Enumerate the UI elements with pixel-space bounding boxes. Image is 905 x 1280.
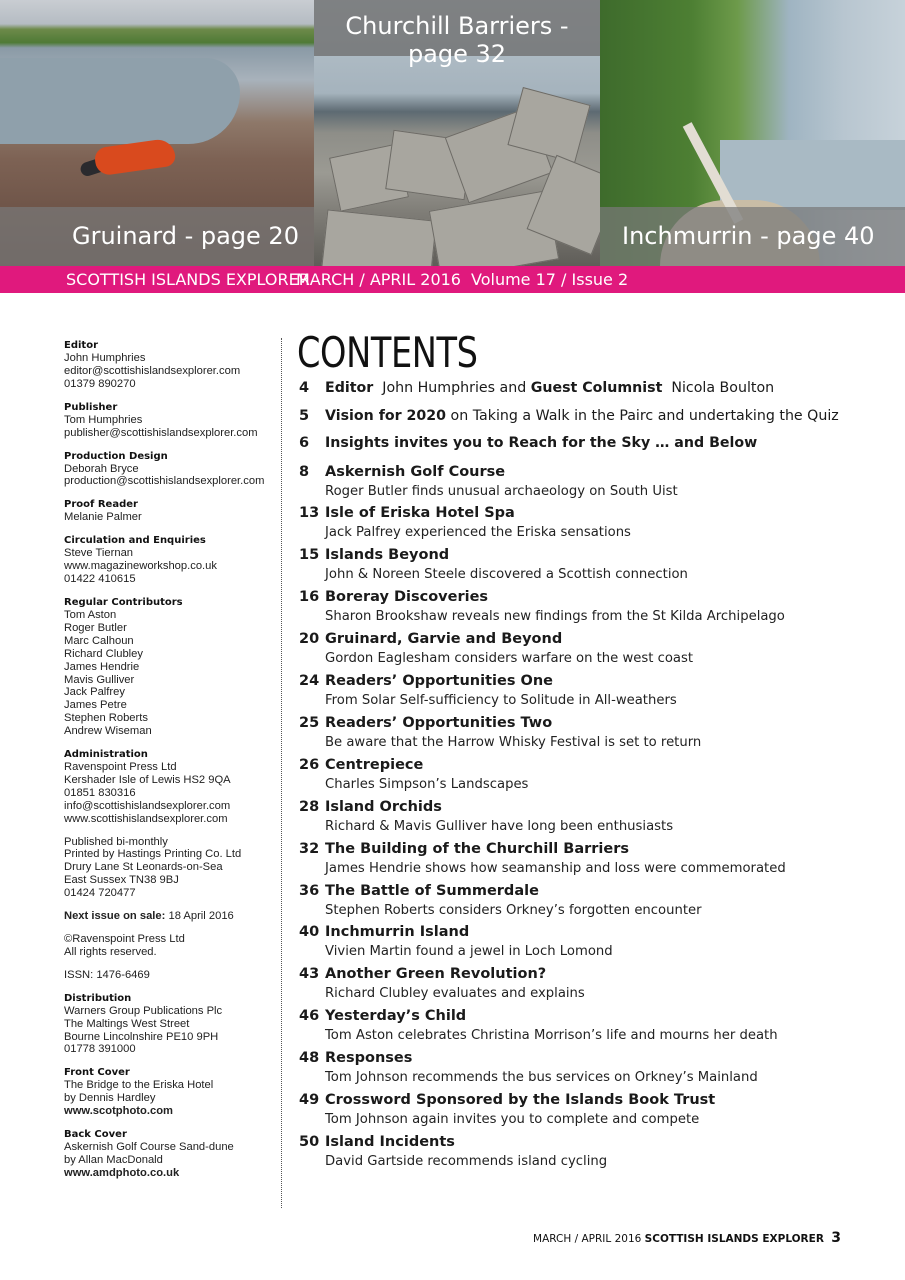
page-footer <box>533 1230 841 1246</box>
caption-gruinard-text: Gruinard - page 20 <box>72 222 299 250</box>
entry-description: Sharon Brookshaw reveals new findings from the St Kilda Archipelago <box>325 609 785 625</box>
masthead-published <box>64 836 274 901</box>
entry-title-part: Guest Columnist <box>530 380 663 396</box>
masthead-front-cover <box>64 1066 274 1118</box>
page-ref: 4 <box>299 380 310 396</box>
masthead-line: Drury Lane St Leonards-on-Sea <box>64 861 223 874</box>
masthead-line: Andrew Wiseman <box>64 725 152 738</box>
entry-text-part: Nicola Boulton <box>662 380 775 396</box>
page-ref: 49 <box>299 1092 320 1108</box>
masthead-line: Deborah Bryce <box>64 462 139 475</box>
masthead-heading: Proof Reader <box>64 499 138 511</box>
masthead-line: Ravenspoint Press Ltd <box>64 761 177 774</box>
entry-description: Tom Johnson again invites you to complete and compete <box>325 1112 700 1127</box>
page-ref: 32 <box>299 840 320 857</box>
masthead-line: John Humphries <box>64 352 146 364</box>
masthead-line: James Petre <box>64 699 127 712</box>
photographer-website: www.amdphoto.co.uk <box>64 1166 180 1179</box>
entry-description: Charles Simpson’s Landscapes <box>325 776 529 792</box>
page-ref: 5 <box>299 407 310 424</box>
masthead-heading: Editor <box>64 340 98 351</box>
entry-title: Inchmurrin Island <box>325 924 470 941</box>
masthead-line: Kershader Isle of Lewis HS2 9QA <box>64 773 231 786</box>
page-ref: 25 <box>299 714 320 731</box>
entry-description: Gordon Eaglesham considers warfare on the west coast <box>325 651 694 667</box>
page-ref: 43 <box>299 966 320 983</box>
masthead-line: Printed by Hastings Printing Co. Ltd <box>64 848 242 861</box>
masthead-line: 01422 410615 <box>64 573 136 586</box>
entry-description: Tom Aston celebrates Christina Morrison’s life and mourns her death <box>325 1028 778 1044</box>
entry-description: Vivien Martin found a jewel in Loch Lomond <box>325 944 613 960</box>
masthead-heading: Back Cover <box>64 1129 127 1141</box>
masthead-line: Askernish Golf Course Sand-dune <box>64 1141 234 1154</box>
caption-inchmurrin-text: Inchmurrin - page 40 <box>622 222 875 250</box>
page-ref: 28 <box>299 798 320 815</box>
masthead-line: by Dennis Hardley <box>64 1092 156 1105</box>
entry-title: Yesterday’s Child <box>325 1008 467 1025</box>
masthead-copyright <box>64 933 274 959</box>
entry-description: David Gartside recommends island cycling <box>325 1153 608 1169</box>
masthead-line: The Maltings West Street <box>64 1017 190 1030</box>
masthead-production <box>64 450 274 489</box>
masthead-heading: Publisher <box>64 401 118 413</box>
entry-description: Richard & Mavis Gulliver have long been enthusiasts <box>325 818 674 834</box>
entry-title: The Building of the Churchill Barriers <box>325 840 630 857</box>
band-magazine: SCOTTISH ISLANDS EXPLORER <box>66 270 310 289</box>
entry-title: Island Orchids <box>325 798 442 815</box>
masthead-heading: Regular Contributors <box>64 596 183 608</box>
masthead-line: 01424 720477 <box>64 887 136 900</box>
entry-title: The Battle of Summerdale <box>325 882 539 899</box>
masthead-line: info@scottishislandsexplorer.com <box>64 799 231 812</box>
entry-title-part: Insights invites you to Reach for the Sky … and Below <box>325 435 758 451</box>
entry-description: Roger Butler finds unusual archaeology on South Uist <box>325 483 678 499</box>
next-issue-line <box>64 910 274 923</box>
masthead <box>64 339 274 1190</box>
masthead-line: 01851 830316 <box>64 786 136 799</box>
entry-title: Gruinard, Garvie and Beyond <box>325 631 563 648</box>
masthead-line: Tom Humphries <box>64 413 143 426</box>
contents-title: CONTENTS <box>297 328 478 377</box>
entry-title: Another Green Revolution? <box>325 966 547 983</box>
masthead-line: Stephen Roberts <box>64 712 148 725</box>
caption-inchmurrin <box>600 207 905 266</box>
issn-line: ISSN: 1476-6469 <box>64 968 150 981</box>
cover-photo-strip <box>0 0 905 266</box>
masthead-line: Marc Calhoun <box>64 634 134 647</box>
masthead-line: Melanie Palmer <box>64 511 142 524</box>
band-issue-date: MARCH / APRIL 2016 <box>296 270 461 289</box>
masthead-line: publisher@scottishislandsexplorer.com <box>64 426 258 439</box>
masthead-line: Bourne Lincolnshire PE10 9PH <box>64 1030 219 1043</box>
page-ref: 20 <box>299 631 320 648</box>
entry-title-part: Editor <box>325 380 374 396</box>
masthead-line: ©Ravenspoint Press Ltd <box>64 933 185 945</box>
entry-title-part: Vision for 2020 <box>325 407 447 424</box>
contents-entry-text <box>325 435 757 451</box>
entry-description: Stephen Roberts considers Orkney’s forgotten encounter <box>325 902 702 918</box>
entry-title: Responses <box>325 1050 413 1067</box>
masthead-circulation <box>64 534 274 586</box>
entry-title: Crossword Sponsored by the Islands Book Trust <box>325 1092 716 1108</box>
masthead-line: Mavis Gulliver <box>64 673 135 686</box>
entry-title: Boreray Discoveries <box>325 589 489 606</box>
masthead-line: Roger Butler <box>64 621 127 634</box>
masthead-publisher <box>64 401 274 440</box>
page-ref: 16 <box>299 589 320 606</box>
entry-title: Isle of Eriska Hotel Spa <box>325 505 515 522</box>
masthead-contributors <box>64 596 274 738</box>
page-ref: 15 <box>299 547 320 564</box>
page-ref: 36 <box>299 882 320 899</box>
page-ref: 6 <box>299 435 310 451</box>
entry-description: John & Noreen Steele discovered a Scottish connection <box>325 567 688 583</box>
entry-title: Readers’ Opportunities Two <box>325 714 553 731</box>
masthead-line: 01778 391000 <box>64 1043 136 1056</box>
column-divider <box>281 338 282 1208</box>
masthead-issn <box>64 969 274 982</box>
masthead-heading: Production Design <box>64 450 168 462</box>
masthead-line: by Allan MacDonald <box>64 1153 163 1166</box>
masthead-line: East Sussex TN38 9BJ <box>64 874 179 887</box>
masthead-editor <box>64 339 274 391</box>
masthead-line: All rights reserved. <box>64 945 157 958</box>
masthead-line: www.magazineworkshop.co.uk <box>64 560 217 573</box>
band-volume: Volume 17 / Issue 2 <box>471 270 629 289</box>
photographer-website: www.scotphoto.com <box>64 1105 173 1118</box>
page-ref: 48 <box>299 1050 320 1067</box>
masthead-line: Tom Aston <box>64 608 117 621</box>
entry-text-part: John Humphries and <box>373 380 531 396</box>
issue-band <box>0 266 905 293</box>
entry-title: Island Incidents <box>325 1133 455 1150</box>
masthead-line: editor@scottishislandsexplorer.com <box>64 364 241 377</box>
entry-description: Richard Clubley evaluates and explains <box>325 986 585 1002</box>
next-issue-date: 18 April 2016 <box>168 910 234 923</box>
masthead-heading: Administration <box>64 749 148 761</box>
masthead-heading: Distribution <box>64 992 132 1004</box>
page-ref: 50 <box>299 1133 320 1150</box>
masthead-line: Jack Palfrey <box>64 686 125 699</box>
masthead-line: Steve Tiernan <box>64 547 134 560</box>
page-ref: 46 <box>299 1008 320 1025</box>
page-ref: 26 <box>299 756 320 773</box>
page-ref: 40 <box>299 924 320 941</box>
footer-magazine: SCOTTISH ISLANDS EXPLORER <box>644 1233 824 1245</box>
masthead-line: The Bridge to the Eriska Hotel <box>64 1079 214 1092</box>
masthead-next-issue <box>64 910 274 923</box>
next-issue-label: Next issue on sale: <box>64 910 166 923</box>
entry-title: Islands Beyond <box>325 547 450 564</box>
masthead-line: production@scottishislandsexplorer.com <box>64 475 265 488</box>
masthead-line: www.scottishislandsexplorer.com <box>64 812 228 825</box>
masthead-distribution <box>64 992 274 1057</box>
page-number: 3 <box>831 1230 841 1246</box>
page-ref: 24 <box>299 673 320 689</box>
entry-text-part: on Taking a Walk in the Pairc and undertaking the Quiz <box>446 407 839 424</box>
page-ref: 13 <box>299 505 320 522</box>
masthead-line: 01379 890270 <box>64 377 136 390</box>
entry-description: Tom Johnson recommends the bus services on Orkney’s Mainland <box>325 1070 758 1086</box>
page-ref: 8 <box>299 463 310 480</box>
entry-title: Centrepiece <box>325 756 424 773</box>
footer-date: MARCH / APRIL 2016 <box>533 1233 642 1245</box>
entry-description: Be aware that the Harrow Whisky Festival is set to return <box>325 734 702 750</box>
masthead-line: James Hendrie <box>64 660 140 673</box>
caption-gruinard <box>0 207 314 266</box>
contents-entry-text <box>325 380 774 396</box>
masthead-administration <box>64 748 274 826</box>
entry-title: Askernish Golf Course <box>325 463 506 480</box>
masthead-line: Warners Group Publications Plc <box>64 1004 223 1017</box>
entry-description: From Solar Self-sufficiency to Solitude in All-weathers <box>325 693 677 708</box>
entry-title: Readers’ Opportunities One <box>325 673 553 689</box>
caption-churchill-barriers-text: Churchill Barriers - page 32 <box>345 12 569 68</box>
caption-churchill-barriers <box>314 0 600 68</box>
contents-entry-text <box>325 408 839 424</box>
masthead-line: Published bi-monthly <box>64 835 168 848</box>
masthead-heading: Front Cover <box>64 1067 130 1079</box>
masthead-line: Richard Clubley <box>64 647 143 660</box>
masthead-back-cover <box>64 1128 274 1180</box>
entry-description: James Hendrie shows how seamanship and loss were commemorated <box>325 860 786 876</box>
masthead-proof <box>64 498 274 524</box>
masthead-heading: Circulation and Enquiries <box>64 535 206 547</box>
entry-description: Jack Palfrey experienced the Eriska sensations <box>325 525 631 541</box>
